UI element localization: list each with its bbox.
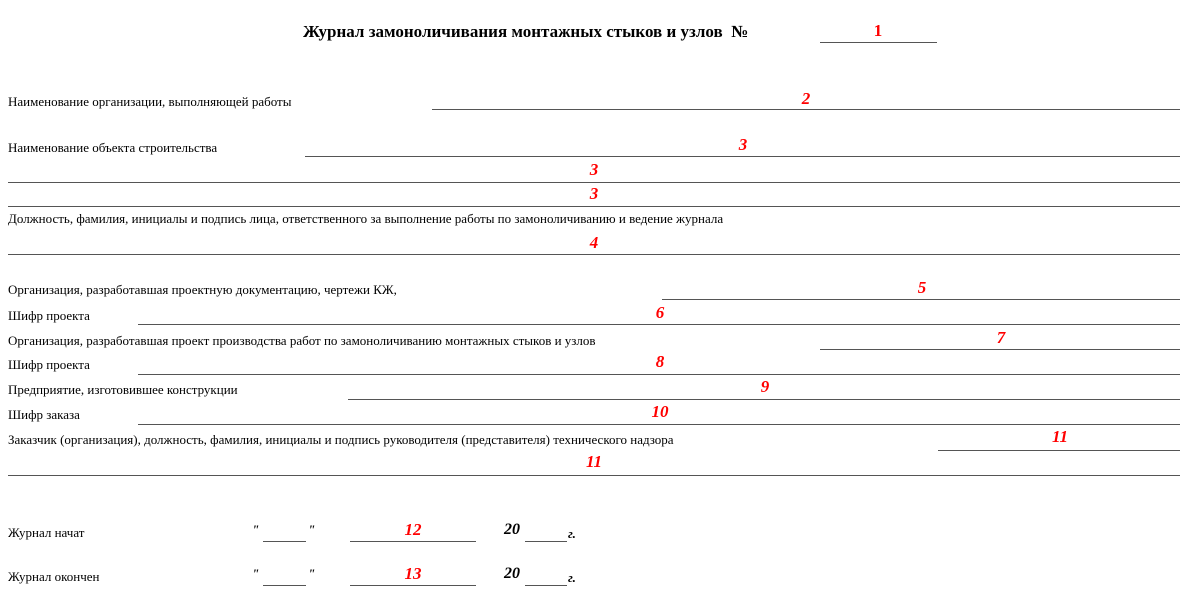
order-code-value: 10 — [651, 402, 669, 421]
customer-field-line2[interactable] — [8, 475, 1180, 476]
manufacturer-field[interactable] — [348, 399, 1180, 400]
org-performing-value: 2 — [801, 89, 811, 108]
order-code-label: Шифр заказа — [8, 407, 80, 422]
org-performing-field[interactable] — [432, 109, 1180, 110]
journal-started-year-suffix: г. — [568, 526, 576, 541]
journal-finished-year-suffix: г. — [568, 570, 576, 585]
journal-started-label: Журнал начат — [8, 525, 85, 540]
manufacturer-label: Предприятие, изготовившее конструкции — [8, 382, 238, 397]
manufacturer-value: 9 — [760, 377, 770, 396]
responsible-person-label: Должность, фамилия, инициалы и подпись лица, ответственного за выполнение работы по замоноличиванию и ведение журнала — [8, 211, 724, 226]
journal-finished-year-field[interactable] — [525, 585, 567, 586]
journal-finished-month-field[interactable] — [350, 585, 476, 586]
construction-object-value-line3: 3 — [589, 184, 599, 203]
journal-started-month-field[interactable] — [350, 541, 476, 542]
design-org-field[interactable] — [662, 299, 1180, 300]
ppr-org-label: Организация, разработавшая проект производства работ по замоноличиванию монтажных стыков и узлов — [8, 333, 596, 348]
customer-value-line2: 11 — [585, 452, 603, 471]
responsible-person-value: 4 — [589, 233, 599, 252]
journal-finished-quote-open: " — [252, 566, 260, 581]
design-code-label: Шифр проекта — [8, 308, 90, 323]
order-code-field[interactable] — [138, 424, 1180, 425]
construction-object-field-line2[interactable] — [8, 182, 1180, 183]
design-org-value: 5 — [917, 278, 927, 297]
ppr-code-value: 8 — [655, 352, 665, 371]
journal-started-month-value: 12 — [404, 520, 422, 539]
ppr-org-field[interactable] — [820, 349, 1180, 350]
customer-field[interactable] — [938, 450, 1180, 451]
construction-object-field[interactable] — [305, 156, 1180, 157]
journal-finished-quote-close: " — [308, 566, 316, 581]
ppr-code-field[interactable] — [138, 374, 1180, 375]
journal-started-year-prefix: 20 — [504, 521, 520, 538]
design-org-label: Организация, разработавшая проектную документацию, чертежи КЖ, — [8, 282, 397, 297]
construction-object-value-line2: 3 — [589, 160, 599, 179]
org-performing-label: Наименование организации, выполняющей работы — [8, 94, 292, 109]
construction-object-value: 3 — [738, 135, 748, 154]
ppr-code-label: Шифр проекта — [8, 357, 90, 372]
design-code-field[interactable] — [138, 324, 1180, 325]
customer-value: 11 — [1051, 427, 1069, 446]
construction-object-field-line3[interactable] — [8, 206, 1180, 207]
design-code-value: 6 — [655, 303, 665, 322]
journal-finished-year-prefix: 20 — [504, 565, 520, 582]
journal-title-text: Журнал замоноличивания монтажных стыков и узлов — [303, 22, 723, 41]
journal-started-quote-open: " — [252, 522, 260, 537]
journal-number-value: 1 — [873, 21, 883, 40]
construction-object-label: Наименование объекта строительства — [8, 140, 218, 155]
customer-label: Заказчик (организация), должность, фамилия, инициалы и подпись руководителя (представителя) технического надзора — [8, 432, 674, 447]
journal-started-quote-close: " — [308, 522, 316, 537]
journal-number-line[interactable] — [820, 42, 937, 43]
journal-started-year-field[interactable] — [525, 541, 567, 542]
journal-title — [303, 22, 748, 42]
journal-finished-month-value: 13 — [404, 564, 422, 583]
number-sign: № — [731, 22, 749, 41]
journal-finished-label: Журнал окончен — [8, 569, 100, 584]
responsible-person-field[interactable] — [8, 254, 1180, 255]
journal-started-day-field[interactable] — [263, 541, 306, 542]
journal-finished-day-field[interactable] — [263, 585, 306, 586]
ppr-org-value: 7 — [996, 328, 1006, 347]
